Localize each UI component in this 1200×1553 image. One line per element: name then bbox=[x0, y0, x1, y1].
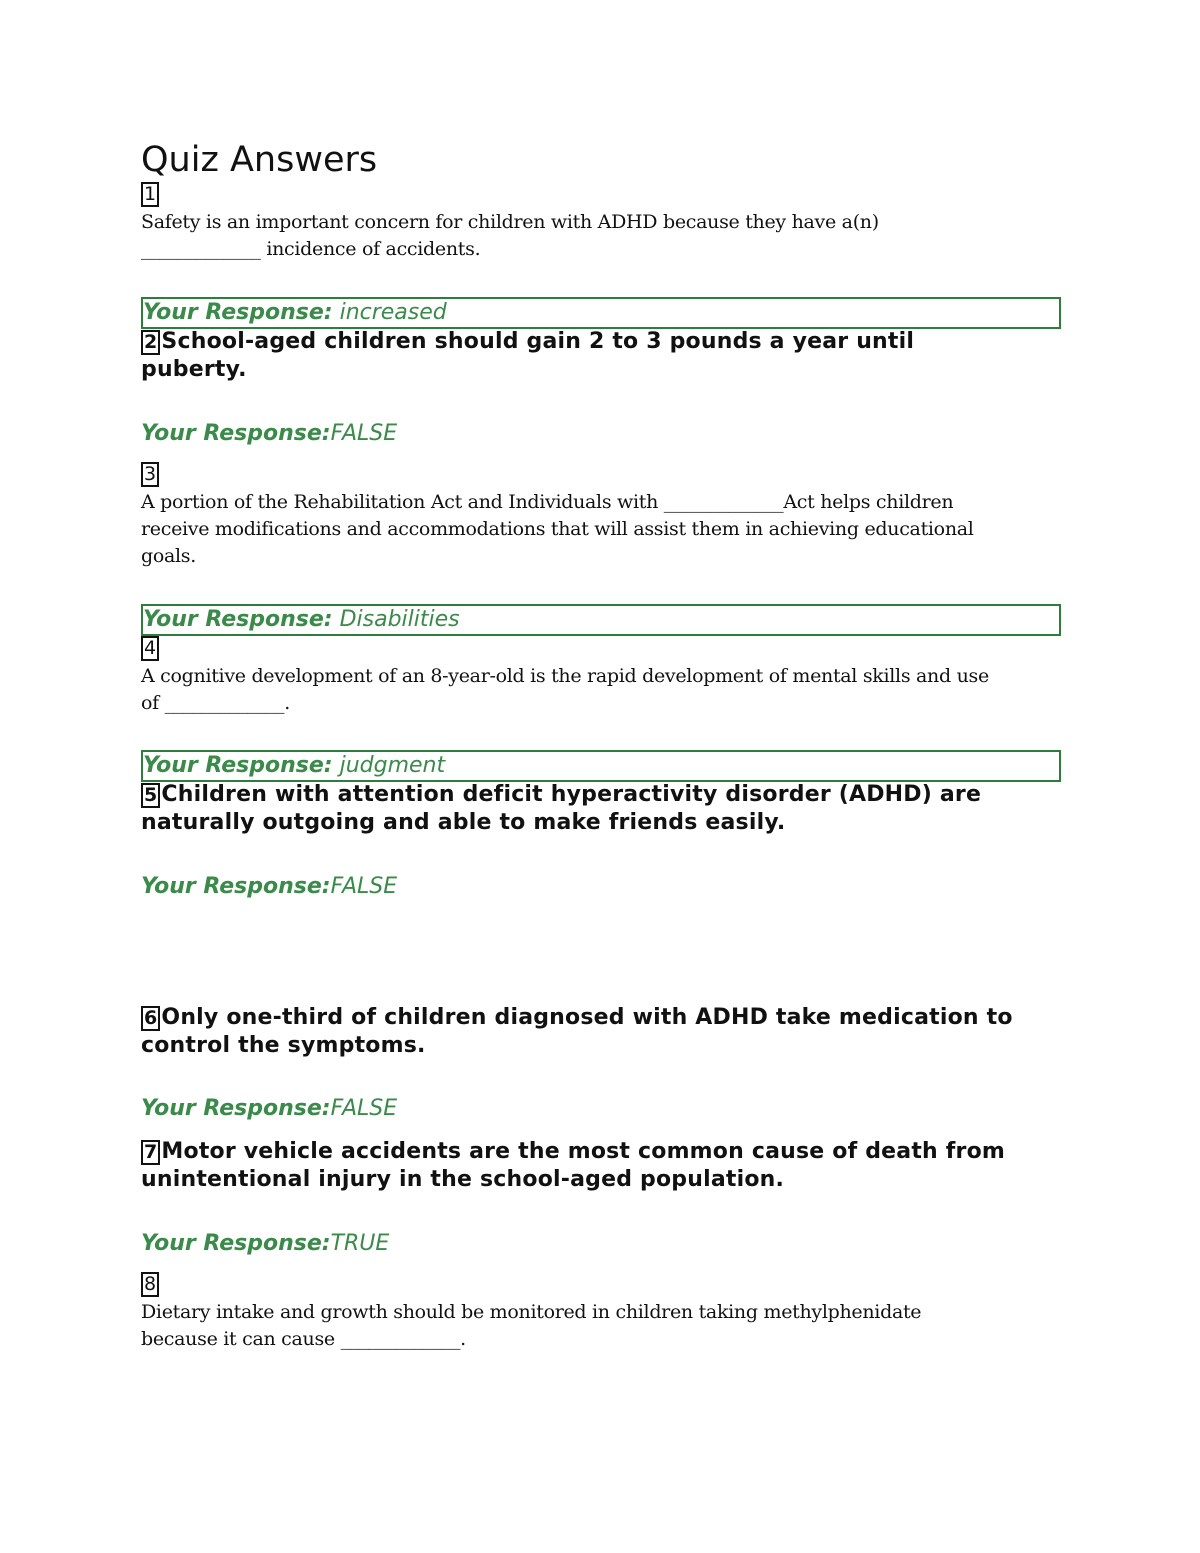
question-2 bbox=[141, 328, 1061, 384]
question-4 bbox=[141, 636, 1061, 717]
response-label: Your Response: bbox=[143, 607, 333, 632]
response-answer: FALSE bbox=[330, 874, 398, 899]
response-answer: increased bbox=[339, 300, 447, 325]
response-answer: judgment bbox=[339, 753, 446, 778]
question-text-line: School-aged children should gain 2 to 3 pounds a year until bbox=[161, 329, 915, 354]
response-answer: FALSE bbox=[330, 421, 398, 446]
page-title: Quiz Answers bbox=[141, 140, 378, 180]
response-6 bbox=[141, 1095, 1061, 1123]
question-text-line: control the symptoms. bbox=[141, 1033, 426, 1058]
response-label: Your Response: bbox=[143, 753, 333, 778]
response-answer: FALSE bbox=[330, 1096, 398, 1121]
response-label: Your Response: bbox=[143, 300, 333, 325]
question-text-line: Only one-third of children diagnosed with ADHD take medication to bbox=[161, 1005, 1013, 1030]
response-3 bbox=[141, 604, 1061, 636]
question-text-line: Dietary intake and growth should be monitored in children taking methylphenidate bbox=[141, 1301, 922, 1323]
question-text-line: puberty. bbox=[141, 357, 247, 382]
question-text-line: Motor vehicle accidents are the most common cause of death from bbox=[161, 1139, 1006, 1164]
question-number: 1 bbox=[141, 182, 159, 207]
response-answer: Disabilities bbox=[339, 607, 460, 632]
question-number: 8 bbox=[141, 1272, 159, 1297]
question-text-line: goals. bbox=[141, 545, 196, 567]
question-text-line: Safety is an important concern for children with ADHD because they have a(n) bbox=[141, 211, 879, 233]
question-number: 6 bbox=[141, 1006, 160, 1031]
response-7 bbox=[141, 1230, 1061, 1258]
question-text-line: A cognitive development of an 8-year-old is the rapid development of mental skills and use bbox=[141, 665, 989, 687]
question-3 bbox=[141, 462, 1061, 570]
response-5 bbox=[141, 873, 1061, 901]
question-text-line: of _____________. bbox=[141, 692, 290, 714]
question-text-line: A portion of the Rehabilitation Act and Individuals with _____________Act helps children bbox=[141, 491, 954, 513]
question-text-line: Children with attention deficit hyperactivity disorder (ADHD) are bbox=[161, 782, 982, 807]
response-2 bbox=[141, 420, 1061, 448]
question-number: 2 bbox=[141, 330, 160, 355]
response-label: Your Response: bbox=[141, 421, 331, 446]
question-number: 3 bbox=[141, 462, 159, 487]
question-text-line: because it can cause _____________. bbox=[141, 1328, 466, 1350]
question-5 bbox=[141, 781, 1061, 837]
question-text-line: naturally outgoing and able to make friends easily. bbox=[141, 810, 786, 835]
response-answer: TRUE bbox=[330, 1231, 390, 1256]
question-1 bbox=[141, 182, 1061, 263]
response-label: Your Response: bbox=[141, 874, 331, 899]
question-text-line: _____________ incidence of accidents. bbox=[141, 238, 481, 260]
question-number: 5 bbox=[141, 783, 160, 808]
question-text-line: unintentional injury in the school-aged population. bbox=[141, 1167, 785, 1192]
response-label: Your Response: bbox=[141, 1096, 331, 1121]
question-8 bbox=[141, 1272, 1061, 1353]
question-number: 4 bbox=[141, 636, 159, 661]
question-7 bbox=[141, 1138, 1061, 1194]
response-1 bbox=[141, 297, 1061, 329]
question-number: 7 bbox=[141, 1140, 160, 1165]
response-4 bbox=[141, 750, 1061, 782]
question-text-line: receive modifications and accommodations that will assist them in achieving educational bbox=[141, 518, 974, 540]
question-6 bbox=[141, 1004, 1061, 1060]
response-label: Your Response: bbox=[141, 1231, 331, 1256]
